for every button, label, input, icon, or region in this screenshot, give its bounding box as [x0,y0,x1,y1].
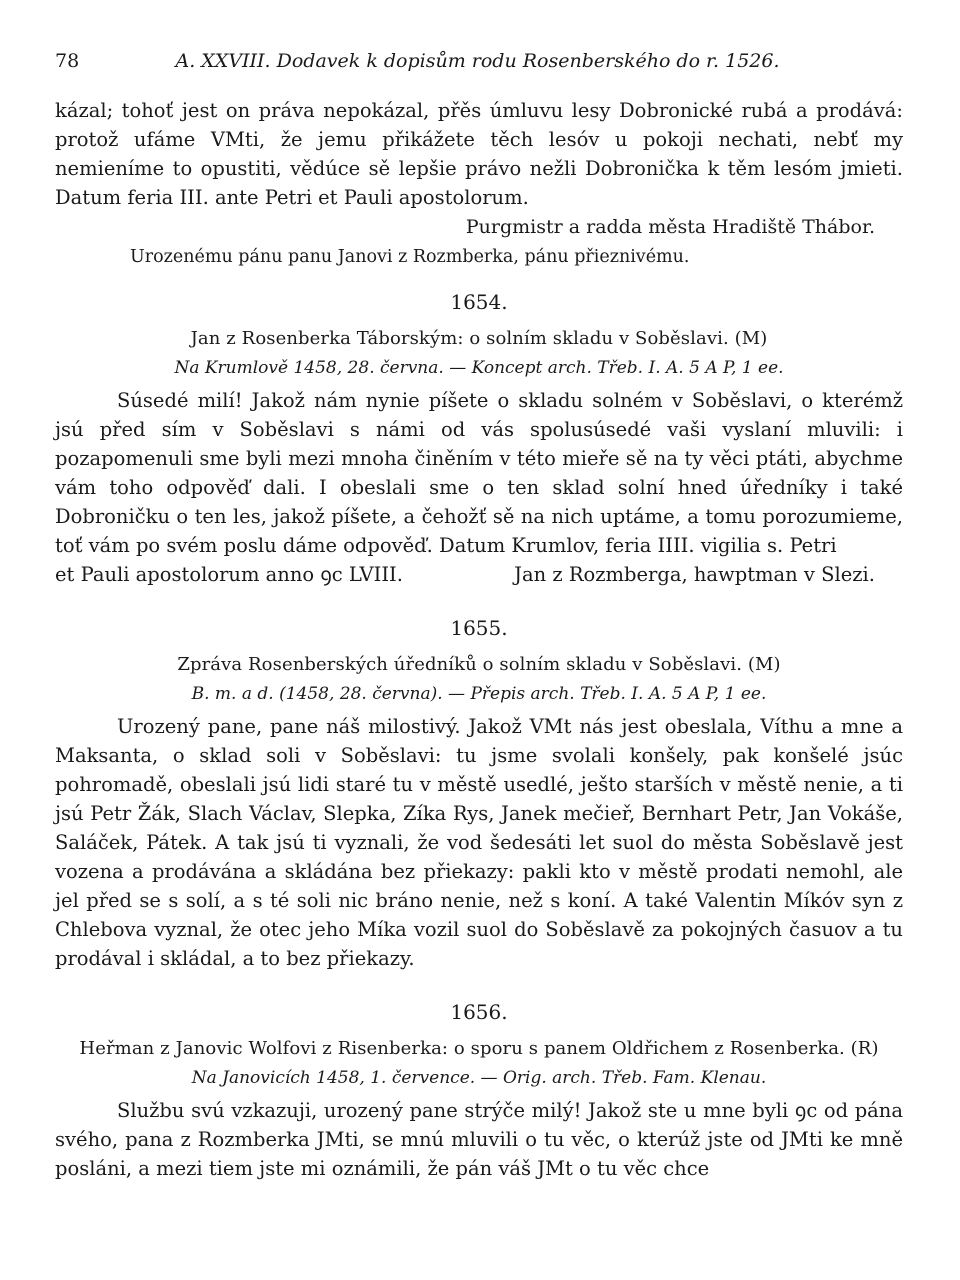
entry-body: Súsedé milí! Jakož nám nynie píšete o skladu solném v Soběslavi, o kterémž jsú před sím v Soběslavi s námi od vás spolusúsedé vaši vyslaní mluvili: i pozapomenuli sme byli mezi mnoha činěním v této mieře sě na ty věci ptáti, abychme vám toho odpověď dali. I obeslali sme o ten sklad solní hned úředníky i také Dobroničku o ten les, jakož píšete, a čehožť sě na nich uptáme, a tomu porozumieme, toť vám po svém poslu dáme odpověď. Datum Krumlov, feria IIII. vigilia s. Petri [55,389,903,557]
entry-number: 1656. [450,1000,508,1024]
entry-body: Urozený pane, pane náš milostivý. Jakož VMt nás jest obeslala, Víthu a mne a Maksanta, o sklad soli v Soběslavi: tu jsme svolali konšely, pak konšelé jsúc pohromadě, obeslali jsú lidi staré tu v městě usedlé, ješto starších v městě nenie, a ti jsú Petr Žák, Slach Václav, Slepka, Zíka Rys, Janek mečieř, Bernhart Petr, Jan Vokáše, Saláček, Pátek. A tak jsú ti vyznali, že vod šedesáti let suol do města Soběslavě jest vozena a prodávána a skládána bez přiekazy: pakli kto v městě prodati nemohl, ale jel před se s solí, a s té soli nic bráno nenie, než s koní. A také Valentin Míkóv syn z Chlebova vyznal, že otec jeho Míka vozil suol do Soběslavě za pokojných časuov a tu prodával i skládal, a to bez přiekazy. [55,715,903,970]
entry-1656 [55,996,903,1183]
continuation-section [55,96,903,272]
running-title: A. XXVIII. Dodavek k dopisům rodu Rosenberského do r. 1526. [175,50,780,72]
entry-1655 [55,612,903,973]
entry-source: Na Krumlově 1458, 28. června. — Koncept arch. Třeb. I. A. 5 A P, 1 ee. [174,358,784,378]
entry-source: B. m. a d. (1458, 28. června). — Přepis arch. Třeb. I. A. 5 A P, 1 ee. [191,684,767,704]
entry-title: Zpráva Rosenberských úředníků o solním skladu v Soběslavi. (M) [177,654,781,675]
entry-source: Na Janovicích 1458, 1. července. — Orig. arch. Třeb. Fam. Klenau. [191,1068,767,1088]
entry-1654 [55,286,903,589]
entry-title: Jan z Rosenberka Táborským: o solním skladu v Soběslavi. (M) [190,328,768,349]
entry-body: Službu svú vzkazuji, urozený pane strýče milý! Jakož ste u mne byli ꝯc od pána svého, pana z Rozmberka JMti, se mnú mluvili o tu věc, o kterúž jste od JMti ke mně posláni, a mezi tiem jste mi oznámili, že pán váš JMt o tu věc chce [55,1099,903,1180]
continuation-signature: Purgmistr a radda města Hradiště Thábor. [465,216,875,238]
continuation-text: kázal; tohoť jest on práva nepokázal, přěs úmluvu lesy Dobronické rubá a prodává: protož ufáme VMti, že jemu přikážete těch lesóv u pokoji nechati, nebť my nemieníme to opustiti, vědúce sě lepšie právo nežli Dobronička k těm lesóm jmieti. Datum feria III. ante Petri et Pauli apostolorum. [55,99,903,209]
closing-date: et Pauli apostolorum anno ꝯc LVIII. [55,563,403,586]
entry-number: 1655. [450,616,508,640]
closing-signature: Jan z Rozmberga, hawptman v Slezi. [514,563,875,586]
entry-title: Heřman z Janovic Wolfovi z Risenberka: o sporu s panem Oldřichem z Rosenberka. (R) [79,1038,879,1059]
entry-number: 1654. [450,290,508,314]
page-header [55,46,900,76]
page-number: 78 [55,50,80,72]
continuation-address: Urozenému pánu panu Janovi z Rozmberka, pánu přieznivému. [130,247,690,267]
entry-closing [55,560,903,589]
